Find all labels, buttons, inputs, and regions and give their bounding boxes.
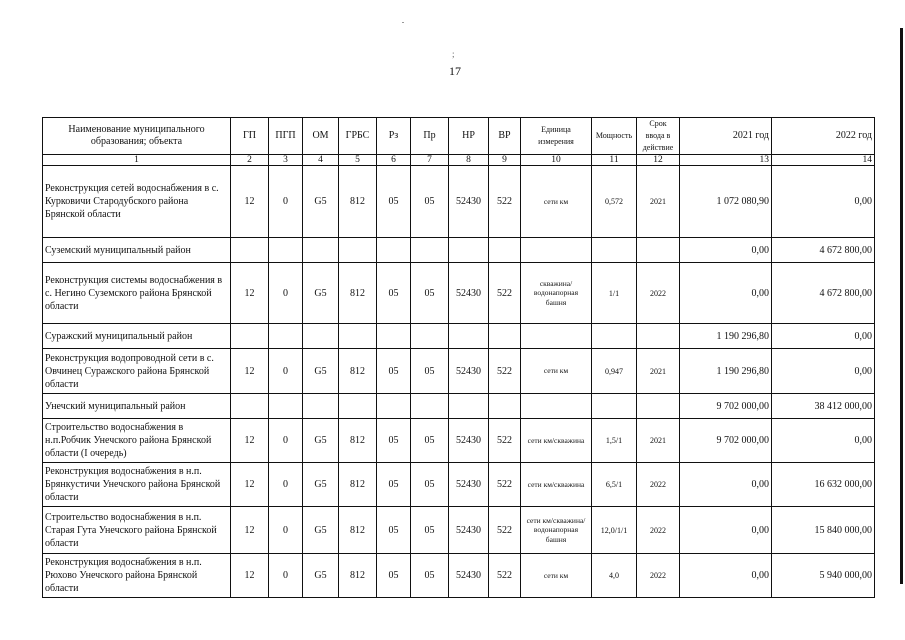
gp-cell (231, 324, 269, 349)
rz-cell (377, 324, 411, 349)
district-name: Суражский муниципальный район (43, 324, 231, 349)
page-marks: ; (452, 49, 455, 59)
year-cell: 2021 (637, 166, 680, 238)
gp-cell: 12 (231, 554, 269, 598)
amount-2021: 0,00 (680, 554, 772, 598)
om-cell: G5 (303, 463, 339, 507)
om-cell: G5 (303, 263, 339, 324)
pgp-cell (269, 238, 303, 263)
nr-cell (449, 394, 489, 419)
district-row (43, 238, 875, 263)
nr-cell (449, 238, 489, 263)
rz-cell: 05 (377, 419, 411, 463)
column-number: 7 (411, 155, 449, 166)
amount-2022: 16 632 000,00 (772, 463, 875, 507)
om-cell: G5 (303, 349, 339, 394)
table-row (43, 554, 875, 598)
table-header-row (43, 118, 875, 155)
amount-2022: 4 672 800,00 (772, 263, 875, 324)
capacity-cell: 1,5/1 (592, 419, 637, 463)
amount-2022: 0,00 (772, 419, 875, 463)
grbs-cell: 812 (339, 554, 377, 598)
unit-cell (521, 394, 592, 419)
year-cell: 2022 (637, 507, 680, 554)
pgp-cell: 0 (269, 349, 303, 394)
capacity-cell: 4,0 (592, 554, 637, 598)
nr-cell (449, 324, 489, 349)
column-number: 8 (449, 155, 489, 166)
object-name: Реконструкция водопроводной сети в с. Овчинец Суражского района Брянской области (43, 349, 231, 394)
header-pr: Пр (411, 118, 449, 155)
table-row (43, 507, 875, 554)
rz-cell: 05 (377, 507, 411, 554)
table-row (43, 419, 875, 463)
nr-cell: 52430 (449, 463, 489, 507)
vr-cell: 522 (489, 507, 521, 554)
unit-cell: сети км/скважина (521, 419, 592, 463)
year-cell: 2022 (637, 263, 680, 324)
grbs-cell: 812 (339, 263, 377, 324)
grbs-cell: 812 (339, 166, 377, 238)
column-number: 1 (43, 155, 231, 166)
table-row (43, 263, 875, 324)
pgp-cell: 0 (269, 507, 303, 554)
gp-cell: 12 (231, 507, 269, 554)
nr-cell: 52430 (449, 166, 489, 238)
pr-cell: 05 (411, 554, 449, 598)
grbs-cell: 812 (339, 463, 377, 507)
header-2022: 2022 год (772, 118, 875, 155)
year-cell (637, 238, 680, 263)
vr-cell: 522 (489, 166, 521, 238)
header-pgp: ПГП (269, 118, 303, 155)
gp-cell: 12 (231, 263, 269, 324)
object-name: Реконструкция сетей водоснабжения в с. Курковичи Стародубского района Брянской области (43, 166, 231, 238)
grbs-cell (339, 238, 377, 263)
object-name: Реконструкция водоснабжения в н.п. Рюхово Унечского района Брянской области (43, 554, 231, 598)
capacity-cell: 0,572 (592, 166, 637, 238)
year-cell: 2021 (637, 349, 680, 394)
object-name: Реконструкция системы водоснабжения в с. Негино Суземского района Брянской области (43, 263, 231, 324)
year-cell: 2021 (637, 419, 680, 463)
vr-cell (489, 238, 521, 263)
column-number: 3 (269, 155, 303, 166)
column-number-row (43, 155, 875, 166)
gp-cell: 12 (231, 419, 269, 463)
pr-cell: 05 (411, 349, 449, 394)
pgp-cell (269, 324, 303, 349)
gp-cell: 12 (231, 166, 269, 238)
amount-2022: 0,00 (772, 324, 875, 349)
header-grbs: ГРБС (339, 118, 377, 155)
header-gp: ГП (231, 118, 269, 155)
capacity-cell (592, 324, 637, 349)
year-cell: 2022 (637, 463, 680, 507)
pgp-cell (269, 394, 303, 419)
pgp-cell: 0 (269, 554, 303, 598)
capacity-cell (592, 238, 637, 263)
amount-2021: 0,00 (680, 507, 772, 554)
vr-cell: 522 (489, 463, 521, 507)
scan-edge-line (900, 28, 903, 584)
column-number: 2 (231, 155, 269, 166)
om-cell (303, 324, 339, 349)
rz-cell: 05 (377, 263, 411, 324)
amount-2022: 4 672 800,00 (772, 238, 875, 263)
pgp-cell: 0 (269, 419, 303, 463)
year-cell (637, 324, 680, 349)
pgp-cell: 0 (269, 263, 303, 324)
gp-cell (231, 394, 269, 419)
om-cell (303, 394, 339, 419)
column-number: 14 (772, 155, 875, 166)
rz-cell: 05 (377, 463, 411, 507)
amount-2021: 1 072 080,90 (680, 166, 772, 238)
column-number: 6 (377, 155, 411, 166)
column-number: 13 (680, 155, 772, 166)
district-row (43, 394, 875, 419)
grbs-cell (339, 324, 377, 349)
rz-cell: 05 (377, 349, 411, 394)
amount-2022: 5 940 000,00 (772, 554, 875, 598)
vr-cell (489, 324, 521, 349)
amount-2021: 1 190 296,80 (680, 349, 772, 394)
amount-2021: 0,00 (680, 263, 772, 324)
grbs-cell: 812 (339, 349, 377, 394)
nr-cell: 52430 (449, 507, 489, 554)
om-cell: G5 (303, 166, 339, 238)
column-number: 10 (521, 155, 592, 166)
om-cell (303, 238, 339, 263)
header-rz: Рз (377, 118, 411, 155)
pr-cell (411, 238, 449, 263)
rz-cell: 05 (377, 554, 411, 598)
header-capacity: Мощность (592, 118, 637, 155)
district-row (43, 324, 875, 349)
unit-cell: сети км (521, 554, 592, 598)
column-number: 9 (489, 155, 521, 166)
gp-cell (231, 238, 269, 263)
amount-2021: 0,00 (680, 463, 772, 507)
year-cell (637, 394, 680, 419)
vr-cell: 522 (489, 554, 521, 598)
pr-cell (411, 324, 449, 349)
amount-2022: 38 412 000,00 (772, 394, 875, 419)
capacity-cell (592, 394, 637, 419)
page-number: 17 (449, 64, 461, 78)
header-commission-year: Срок ввода в действие (637, 118, 680, 155)
pr-cell (411, 394, 449, 419)
budget-table (42, 117, 875, 598)
capacity-cell: 12,0/1/1 (592, 507, 637, 554)
rz-cell (377, 394, 411, 419)
amount-2021: 0,00 (680, 238, 772, 263)
table-row (43, 463, 875, 507)
header-unit: Единица измерения (521, 118, 592, 155)
district-name: Унечский муниципальный район (43, 394, 231, 419)
header-nr: НР (449, 118, 489, 155)
scan-speck (402, 22, 404, 23)
capacity-cell: 1/1 (592, 263, 637, 324)
vr-cell: 522 (489, 349, 521, 394)
unit-cell: скважина/водонапорная башня (521, 263, 592, 324)
amount-2022: 0,00 (772, 166, 875, 238)
amount-2021: 9 702 000,00 (680, 419, 772, 463)
column-number: 12 (637, 155, 680, 166)
object-name: Строительство водоснабжения в н.п. Старая Гута Унечского района Брянской области (43, 507, 231, 554)
header-name: Наименование муниципального образования; объекта (43, 118, 231, 155)
amount-2021: 9 702 000,00 (680, 394, 772, 419)
vr-cell: 522 (489, 263, 521, 324)
column-number: 11 (592, 155, 637, 166)
om-cell: G5 (303, 419, 339, 463)
rz-cell (377, 238, 411, 263)
unit-cell (521, 238, 592, 263)
nr-cell: 52430 (449, 263, 489, 324)
rz-cell: 05 (377, 166, 411, 238)
header-om: ОМ (303, 118, 339, 155)
capacity-cell: 0,947 (592, 349, 637, 394)
nr-cell: 52430 (449, 554, 489, 598)
object-name: Реконструкция водоснабжения в н.п. Брянкустичи Унечского района Брянской области (43, 463, 231, 507)
year-cell: 2022 (637, 554, 680, 598)
column-number: 4 (303, 155, 339, 166)
capacity-cell: 6,5/1 (592, 463, 637, 507)
pgp-cell: 0 (269, 463, 303, 507)
grbs-cell: 812 (339, 419, 377, 463)
district-name: Суземский муниципальный район (43, 238, 231, 263)
pr-cell: 05 (411, 166, 449, 238)
object-name: Строительство водоснабжения в н.п.Робчик Унечского района Брянской области (I очередь) (43, 419, 231, 463)
vr-cell (489, 394, 521, 419)
om-cell: G5 (303, 554, 339, 598)
pr-cell: 05 (411, 263, 449, 324)
amount-2022: 15 840 000,00 (772, 507, 875, 554)
vr-cell: 522 (489, 419, 521, 463)
gp-cell: 12 (231, 349, 269, 394)
unit-cell: сети км/скважина/водонапорная башня (521, 507, 592, 554)
unit-cell: сети км (521, 166, 592, 238)
nr-cell: 52430 (449, 419, 489, 463)
grbs-cell (339, 394, 377, 419)
table-row (43, 166, 875, 238)
unit-cell: сети км/скважина (521, 463, 592, 507)
column-number: 5 (339, 155, 377, 166)
pr-cell: 05 (411, 419, 449, 463)
nr-cell: 52430 (449, 349, 489, 394)
gp-cell: 12 (231, 463, 269, 507)
header-2021: 2021 год (680, 118, 772, 155)
amount-2022: 0,00 (772, 349, 875, 394)
amount-2021: 1 190 296,80 (680, 324, 772, 349)
header-vr: ВР (489, 118, 521, 155)
om-cell: G5 (303, 507, 339, 554)
unit-cell: сети км (521, 349, 592, 394)
pr-cell: 05 (411, 463, 449, 507)
table-row (43, 349, 875, 394)
pr-cell: 05 (411, 507, 449, 554)
unit-cell (521, 324, 592, 349)
grbs-cell: 812 (339, 507, 377, 554)
pgp-cell: 0 (269, 166, 303, 238)
